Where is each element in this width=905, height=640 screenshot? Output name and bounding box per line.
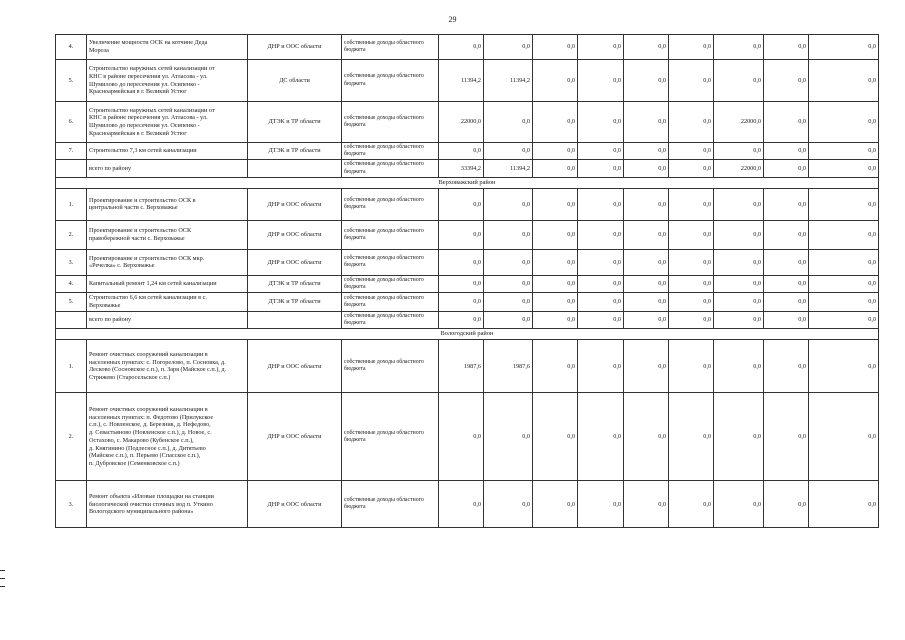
amount-cell: 0,0 bbox=[533, 160, 578, 177]
amount-cell: 22000,0 bbox=[439, 102, 484, 143]
amount-cell: 0,0 bbox=[764, 35, 809, 60]
table-row bbox=[56, 60, 879, 102]
amount-cell: 0,0 bbox=[764, 60, 809, 102]
amount-cell: 1987,6 bbox=[439, 340, 484, 393]
amount-cell: 0,0 bbox=[578, 102, 624, 143]
executor bbox=[248, 160, 342, 177]
row-number: 4. bbox=[56, 275, 87, 292]
amount-cell: 0,0 bbox=[714, 35, 764, 60]
measure-name: Проектирование и строительство ОСК правобережной части с. Верховажье bbox=[87, 220, 248, 249]
amount-cell: 0,0 bbox=[533, 249, 578, 275]
district-total-row bbox=[56, 160, 879, 177]
executor: ДНР и ООС области bbox=[248, 249, 342, 275]
amount-cell: 0,0 bbox=[624, 393, 669, 481]
executor: ДТЭК и ТР области bbox=[248, 275, 342, 292]
amount-cell: 0,0 bbox=[624, 143, 669, 160]
amount-cell: 0,0 bbox=[578, 35, 624, 60]
funding-source: собственные доходы областного бюджета bbox=[342, 188, 439, 220]
table-row bbox=[56, 340, 879, 393]
amount-cell: 0,0 bbox=[578, 60, 624, 102]
amount-cell: 0,0 bbox=[669, 60, 714, 102]
amount-cell: 0,0 bbox=[533, 311, 578, 328]
executor: ДНР и ООС области bbox=[248, 340, 342, 393]
amount-cell: 0,0 bbox=[714, 220, 764, 249]
amount-cell: 0,0 bbox=[439, 188, 484, 220]
amount-cell: 0,0 bbox=[624, 160, 669, 177]
amount-cell: 0,0 bbox=[669, 340, 714, 393]
amount-cell: 0,0 bbox=[533, 60, 578, 102]
amount-cell: 0,0 bbox=[578, 393, 624, 481]
amount-cell: 0,0 bbox=[439, 249, 484, 275]
amount-cell: 0,0 bbox=[578, 275, 624, 292]
amount-cell: 0,0 bbox=[764, 249, 809, 275]
funding-source: собственные доходы областного бюджета bbox=[342, 249, 439, 275]
amount-cell: 0,0 bbox=[809, 249, 879, 275]
amount-cell: 0,0 bbox=[578, 293, 624, 312]
amount-cell: 0,0 bbox=[624, 220, 669, 249]
executor: ДНР и ООС области bbox=[248, 188, 342, 220]
amount-cell: 0,0 bbox=[764, 102, 809, 143]
district-total-row bbox=[56, 311, 879, 328]
funding-source: собственные доходы областного бюджета bbox=[342, 393, 439, 481]
funding-source: собственные доходы областного бюджета bbox=[342, 293, 439, 312]
funding-source: собственные доходы областного бюджета bbox=[342, 311, 439, 328]
amount-cell: 0,0 bbox=[809, 102, 879, 143]
amount-cell: 33394,2 bbox=[439, 160, 484, 177]
amount-cell: 0,0 bbox=[533, 481, 578, 528]
funding-source: собственные доходы областного бюджета bbox=[342, 60, 439, 102]
amount-cell: 0,0 bbox=[533, 143, 578, 160]
executor: ДНР и ООС области bbox=[248, 481, 342, 528]
row-number: 5. bbox=[56, 60, 87, 102]
measure-name: Строительство 7,3 км сетей канализации bbox=[87, 143, 248, 160]
amount-cell: 0,0 bbox=[669, 481, 714, 528]
amount-cell: 0,0 bbox=[714, 340, 764, 393]
table-row bbox=[56, 188, 879, 220]
table-row bbox=[56, 102, 879, 143]
amount-cell: 0,0 bbox=[714, 60, 764, 102]
amount-cell: 0,0 bbox=[669, 249, 714, 275]
funding-source: собственные доходы областного бюджета bbox=[342, 160, 439, 177]
amount-cell: 0,0 bbox=[624, 102, 669, 143]
district-header-row bbox=[56, 177, 879, 188]
page-number: 29 bbox=[448, 15, 457, 24]
amount-cell: 0,0 bbox=[624, 188, 669, 220]
district-name: Вологодский район bbox=[56, 329, 879, 340]
funding-source: собственные доходы областного бюджета bbox=[342, 35, 439, 60]
amount-cell: 0,0 bbox=[533, 102, 578, 143]
amount-cell: 0,0 bbox=[624, 60, 669, 102]
amount-cell: 0,0 bbox=[764, 311, 809, 328]
executor: ДТЭК и ТР области bbox=[248, 143, 342, 160]
amount-cell: 0,0 bbox=[439, 311, 484, 328]
amount-cell: 0,0 bbox=[624, 481, 669, 528]
amount-cell: 0,0 bbox=[669, 35, 714, 60]
amount-cell: 0,0 bbox=[484, 188, 533, 220]
row-number: 2. bbox=[56, 393, 87, 481]
amount-cell: 0,0 bbox=[533, 35, 578, 60]
amount-cell: 0,0 bbox=[624, 340, 669, 393]
table-row bbox=[56, 275, 879, 292]
amount-cell: 0,0 bbox=[533, 188, 578, 220]
amount-cell: 0,0 bbox=[764, 393, 809, 481]
executor: ДНР и ООС области bbox=[248, 393, 342, 481]
row-number: 3. bbox=[56, 249, 87, 275]
amount-cell: 0,0 bbox=[669, 102, 714, 143]
district-header-row bbox=[56, 329, 879, 340]
amount-cell: 0,0 bbox=[439, 275, 484, 292]
amount-cell: 0,0 bbox=[578, 160, 624, 177]
amount-cell: 0,0 bbox=[714, 481, 764, 528]
amount-cell: 0,0 bbox=[714, 249, 764, 275]
amount-cell: 0,0 bbox=[624, 275, 669, 292]
amount-cell: 0,0 bbox=[484, 481, 533, 528]
amount-cell: 0,0 bbox=[578, 143, 624, 160]
row-number: 4. bbox=[56, 35, 87, 60]
amount-cell: 0,0 bbox=[669, 393, 714, 481]
amount-cell: 0,0 bbox=[578, 220, 624, 249]
executor: ДНР и ООС области bbox=[248, 35, 342, 60]
amount-cell: 0,0 bbox=[533, 393, 578, 481]
measure-name: Ремонт объекта «Иловые площадки на станции биологической очистки сточных вод п. Уткино Вологодского муниципального района» bbox=[87, 481, 248, 528]
scan-edge-mark bbox=[0, 586, 5, 587]
amount-cell: 0,0 bbox=[764, 220, 809, 249]
scan-edge-mark bbox=[0, 578, 5, 579]
amount-cell: 0,0 bbox=[714, 393, 764, 481]
funding-source: собственные доходы областного бюджета bbox=[342, 143, 439, 160]
amount-cell: 0,0 bbox=[484, 102, 533, 143]
row-number: 2. bbox=[56, 220, 87, 249]
amount-cell: 0,0 bbox=[714, 143, 764, 160]
measure-name: Капитальный ремонт 1,24 км сетей канализации bbox=[87, 275, 248, 292]
amount-cell: 0,0 bbox=[484, 293, 533, 312]
table-row bbox=[56, 35, 879, 60]
funding-source: собственные доходы областного бюджета bbox=[342, 275, 439, 292]
scan-edge-mark bbox=[0, 570, 5, 571]
amount-cell: 0,0 bbox=[624, 249, 669, 275]
amount-cell: 0,0 bbox=[809, 393, 879, 481]
amount-cell: 0,0 bbox=[764, 275, 809, 292]
amount-cell: 0,0 bbox=[764, 481, 809, 528]
row-number: 5. bbox=[56, 293, 87, 312]
measure-name: Ремонт очистных сооружений канализации в населенных пунктах: с. Погорелово, п. Сосновка, д. Лесково (Сосновское с.п.), п. Заря (Майское с.п.), д. Стрижево (Старосельское с.п.) bbox=[87, 340, 248, 393]
table-row bbox=[56, 249, 879, 275]
executor: ДНР и ООС области bbox=[248, 220, 342, 249]
amount-cell: 0,0 bbox=[484, 393, 533, 481]
amount-cell: 0,0 bbox=[669, 311, 714, 328]
measure-name: всего по району bbox=[87, 311, 248, 328]
amount-cell: 0,0 bbox=[669, 293, 714, 312]
amount-cell: 0,0 bbox=[439, 393, 484, 481]
amount-cell: 0,0 bbox=[484, 220, 533, 249]
amount-cell: 11394,2 bbox=[484, 60, 533, 102]
amount-cell: 0,0 bbox=[714, 293, 764, 312]
amount-cell: 0,0 bbox=[533, 275, 578, 292]
amount-cell: 0,0 bbox=[624, 311, 669, 328]
row-number: 1. bbox=[56, 340, 87, 393]
amount-cell: 0,0 bbox=[714, 188, 764, 220]
table-body bbox=[56, 35, 879, 528]
amount-cell: 0,0 bbox=[764, 188, 809, 220]
row-number: 6. bbox=[56, 102, 87, 143]
amount-cell: 0,0 bbox=[669, 143, 714, 160]
amount-cell: 0,0 bbox=[809, 311, 879, 328]
executor bbox=[248, 311, 342, 328]
amount-cell: 0,0 bbox=[578, 249, 624, 275]
amount-cell: 0,0 bbox=[669, 160, 714, 177]
amount-cell: 11394,2 bbox=[484, 160, 533, 177]
funding-source: собственные доходы областного бюджета bbox=[342, 220, 439, 249]
measure-name: всего по району bbox=[87, 160, 248, 177]
table-row bbox=[56, 143, 879, 160]
amount-cell: 0,0 bbox=[714, 311, 764, 328]
amount-cell: 1987,6 bbox=[484, 340, 533, 393]
table-row bbox=[56, 393, 879, 481]
measure-name: Строительство 6,6 км сетей канализации в с. Верховажье bbox=[87, 293, 248, 312]
amount-cell: 0,0 bbox=[484, 311, 533, 328]
amount-cell: 0,0 bbox=[578, 188, 624, 220]
amount-cell: 0,0 bbox=[624, 293, 669, 312]
amount-cell: 0,0 bbox=[484, 35, 533, 60]
executor: ДТЭК и ТР области bbox=[248, 293, 342, 312]
amount-cell: 22000,0 bbox=[714, 102, 764, 143]
row-number: 7. bbox=[56, 143, 87, 160]
amount-cell: 0,0 bbox=[809, 293, 879, 312]
amount-cell: 0,0 bbox=[764, 143, 809, 160]
amount-cell: 0,0 bbox=[578, 481, 624, 528]
row-number: 3. bbox=[56, 481, 87, 528]
amount-cell: 0,0 bbox=[484, 275, 533, 292]
amount-cell: 0,0 bbox=[439, 293, 484, 312]
amount-cell: 0,0 bbox=[669, 220, 714, 249]
measure-name: Строительство наружных сетей канализации от КНС в районе пересечения ул. Атласова - ул. Шумилово до пересечения ул. Осипенко - Красноармейская в г. Великий Устюг bbox=[87, 60, 248, 102]
amount-cell: 0,0 bbox=[809, 340, 879, 393]
amount-cell: 0,0 bbox=[533, 293, 578, 312]
amount-cell: 0,0 bbox=[533, 220, 578, 249]
table-row bbox=[56, 220, 879, 249]
row-number bbox=[56, 160, 87, 177]
executor: ДТЭК и ТР области bbox=[248, 102, 342, 143]
measure-name: Ремонт очистных сооружений канализации в населенных пунктах: п. Федотово (Прилукское с.п.), с. Новленское, д. Березник, д. Нефедово, д. Севастьяново (Новленское с.п.), д. Новое, с. Остахово, с. Макарово (Кубенское с.п.), д. Княгинино (Подлесное с.п.), д. Дитятьево (Майское с.п.), п. Перьево (Спасское с.п.), п. Дубровское (Семенковское с.п.) bbox=[87, 393, 248, 481]
table-row bbox=[56, 293, 879, 312]
program-funding-table bbox=[55, 34, 879, 528]
amount-cell: 0,0 bbox=[439, 220, 484, 249]
executor: ДС области bbox=[248, 60, 342, 102]
amount-cell: 0,0 bbox=[533, 340, 578, 393]
amount-cell: 0,0 bbox=[809, 220, 879, 249]
amount-cell: 0,0 bbox=[809, 188, 879, 220]
amount-cell: 11394,2 bbox=[439, 60, 484, 102]
amount-cell: 0,0 bbox=[764, 340, 809, 393]
amount-cell: 0,0 bbox=[809, 60, 879, 102]
funding-source: собственные доходы областного бюджета bbox=[342, 102, 439, 143]
amount-cell: 0,0 bbox=[439, 35, 484, 60]
amount-cell: 0,0 bbox=[578, 340, 624, 393]
amount-cell: 0,0 bbox=[624, 35, 669, 60]
measure-name: Проектирование и строительство ОСК мкр. «Речелка» с. Верховажье bbox=[87, 249, 248, 275]
amount-cell: 0,0 bbox=[484, 249, 533, 275]
amount-cell: 0,0 bbox=[764, 160, 809, 177]
amount-cell: 0,0 bbox=[439, 481, 484, 528]
measure-name: Строительство наружных сетей канализации от КНС в районе пересечения ул. Атласова - ул. Шумилово до пересечения ул. Осипенко - Красноармейская в г. Великий Устюг bbox=[87, 102, 248, 143]
funding-source: собственные доходы областного бюджета bbox=[342, 481, 439, 528]
district-name: Верховажский район bbox=[56, 177, 879, 188]
amount-cell: 0,0 bbox=[578, 311, 624, 328]
amount-cell: 0,0 bbox=[809, 481, 879, 528]
amount-cell: 0,0 bbox=[809, 275, 879, 292]
amount-cell: 0,0 bbox=[484, 143, 533, 160]
measure-name: Увеличение мощности ОСК на котчине Деда Мороза bbox=[87, 35, 248, 60]
amount-cell: 0,0 bbox=[669, 275, 714, 292]
amount-cell: 0,0 bbox=[439, 143, 484, 160]
amount-cell: 0,0 bbox=[669, 188, 714, 220]
amount-cell: 0,0 bbox=[764, 293, 809, 312]
amount-cell: 0,0 bbox=[809, 35, 879, 60]
funding-source: собственные доходы областного бюджета bbox=[342, 340, 439, 393]
amount-cell: 0,0 bbox=[809, 160, 879, 177]
row-number: 1. bbox=[56, 188, 87, 220]
measure-name: Проектирование и строительство ОСК в центральной части с. Верховажье bbox=[87, 188, 248, 220]
amount-cell: 22000,0 bbox=[714, 160, 764, 177]
row-number bbox=[56, 311, 87, 328]
table-row bbox=[56, 481, 879, 528]
amount-cell: 0,0 bbox=[809, 143, 879, 160]
amount-cell: 0,0 bbox=[714, 275, 764, 292]
